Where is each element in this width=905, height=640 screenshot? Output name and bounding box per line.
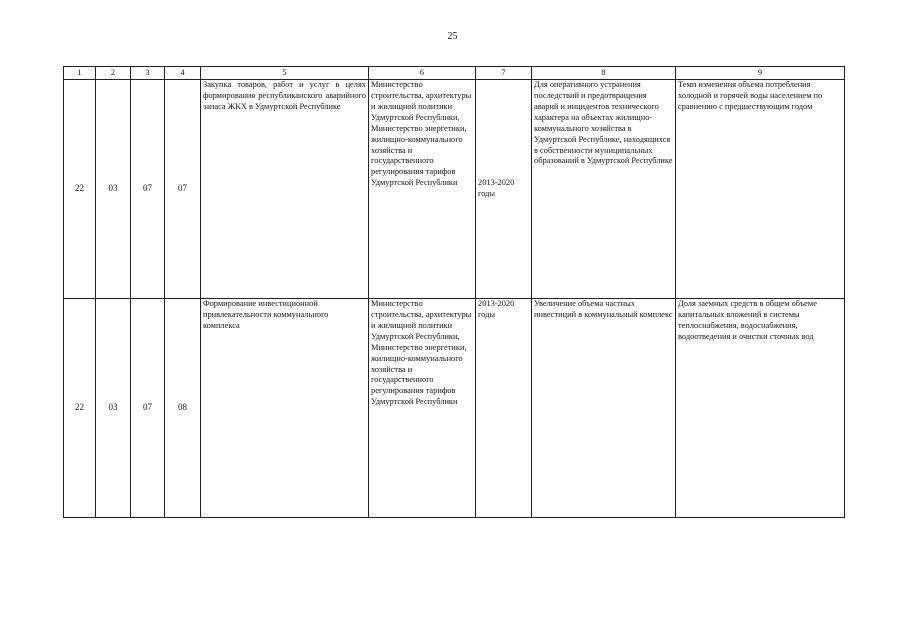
program-table <box>63 66 845 518</box>
header-cell: 4 <box>165 67 201 80</box>
code-cell: 03 <box>96 299 131 518</box>
header-cell: 2 <box>96 67 131 80</box>
page-number: 25 <box>447 31 458 42</box>
indicator-cell: Темп изменения объема потребления холодной и горячей воды населением по сравнению с предшествующим годом <box>676 80 845 299</box>
expected-result-cell: Для оперативного устранения последствий и предотвращения аварий и инцидентов технического характера на объектах жилищно-коммунального хозяйства в Удмуртской Республике, находящихся в собственности муниципальных образований в Удмуртской Республике <box>532 80 676 299</box>
table-row <box>64 80 845 299</box>
header-cell: 1 <box>64 67 96 80</box>
indicator-cell: Доля заемных средств в общем объеме капитальных вложений в системы теплоснабжения, водоснабжения, водоотведения и очистки сточных вод <box>676 299 845 518</box>
executor-cell: Министерство строительства, архитектуры и жилищной политики Удмуртской Республики, Министерство энергетики, жилищно-коммунального хозяйства и государственного регулирования тарифов Удмуртской Республики <box>369 299 476 518</box>
header-cell: 7 <box>476 67 532 80</box>
header-cell: 6 <box>369 67 476 80</box>
code-cell: 07 <box>165 80 201 299</box>
header-cell: 3 <box>131 67 165 80</box>
measure-name-cell: Закупка товаров, работ и услуг в целях формирования республиканского аварийного запаса ЖКХ в Удмуртской Республике <box>201 80 369 299</box>
header-row <box>64 67 845 80</box>
header-cell: 5 <box>201 67 369 80</box>
executor-cell: Министерство строительства, архитектуры и жилищной политики Удмуртской Республики, Министерство энергетики, жилищно-коммунального хозяйства и государственного регулирования тарифов Удмуртской Республики <box>369 80 476 299</box>
table-row <box>64 299 845 518</box>
years-cell: 2013-2020 годы <box>476 299 532 518</box>
code-cell: 07 <box>131 80 165 299</box>
header-cell: 9 <box>676 67 845 80</box>
code-cell: 22 <box>64 80 96 299</box>
code-cell: 03 <box>96 80 131 299</box>
years-cell: 2013-2020 годы <box>476 80 532 299</box>
expected-result-cell: Увеличение объема частных инвестиций в коммунальный комплекс <box>532 299 676 518</box>
code-cell: 07 <box>131 299 165 518</box>
measure-name-cell: Формирование инвестиционной привлекательности коммунального комплекса <box>201 299 369 518</box>
header-cell: 8 <box>532 67 676 80</box>
code-cell: 22 <box>64 299 96 518</box>
code-cell: 08 <box>165 299 201 518</box>
